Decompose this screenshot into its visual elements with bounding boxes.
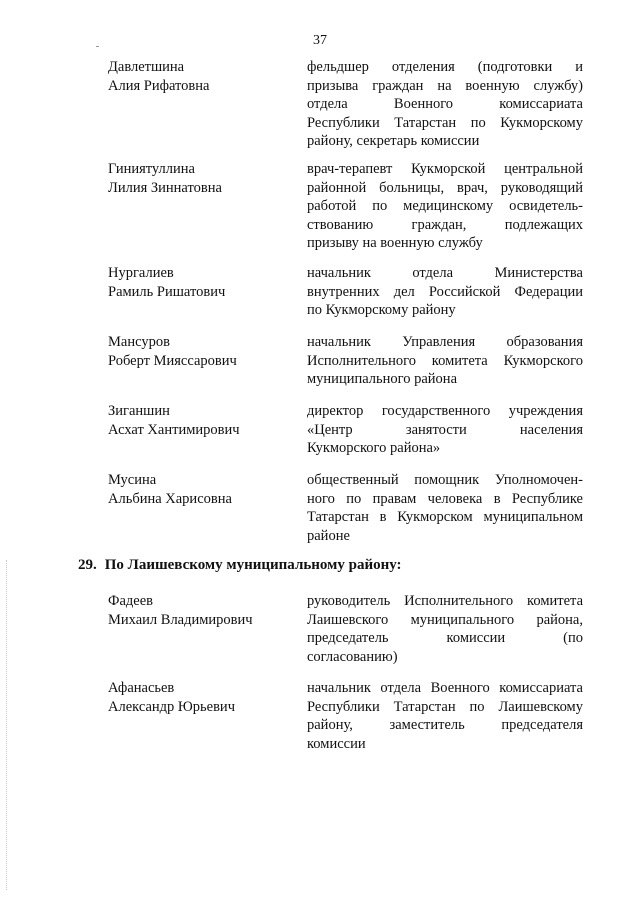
position-line: врач-терапевт Кукморской центральной xyxy=(307,161,583,177)
member-given-names: Асхат Хантимирович xyxy=(108,421,240,438)
position-line: согласованию) xyxy=(307,648,398,665)
member-position xyxy=(307,333,583,389)
position-line: начальник отдела Министерства xyxy=(307,265,583,281)
member-position xyxy=(307,264,583,320)
member-surname: Нургалиев xyxy=(108,265,174,281)
member-given-names: Альбина Харисовна xyxy=(108,490,232,507)
member-position xyxy=(307,592,583,666)
page-number: 37 xyxy=(313,33,327,48)
member-surname: Фадеев xyxy=(108,593,153,609)
member-position xyxy=(307,402,583,458)
position-line: Кукморского района» xyxy=(307,440,441,456)
member-surname: Мусина xyxy=(108,472,157,488)
member-given-names: Алия Рифатовна xyxy=(108,77,210,94)
position-line: призыва граждан на военную службу) xyxy=(307,77,583,94)
position-line: району, заместитель председателя xyxy=(307,717,583,733)
position-line: общественный помощник Уполномочен- xyxy=(307,472,583,488)
member-position xyxy=(307,160,583,253)
member-surname: Мансуров xyxy=(108,334,170,350)
member-given-names: Александр Юрьевич xyxy=(108,698,235,715)
position-line: комиссии xyxy=(307,735,366,752)
position-line: району, секретарь комиссии xyxy=(307,133,480,149)
member-surname: Давлетшина xyxy=(108,59,185,75)
position-line: отдела Военного комиссариата xyxy=(307,96,583,112)
section-heading xyxy=(78,557,402,574)
member-surname: Гиниятуллина xyxy=(108,161,195,177)
position-line: директор государственного учреждения xyxy=(307,403,583,419)
member-name xyxy=(108,58,298,95)
position-line: начальник Управления образования xyxy=(307,334,583,350)
position-line: председатель комиссии (по xyxy=(307,630,583,646)
member-position xyxy=(307,58,583,151)
member-name xyxy=(108,160,298,197)
position-line: руководитель Исполнительного комитета xyxy=(307,593,583,609)
position-line: призыву на военную службу xyxy=(307,235,483,251)
member-name xyxy=(108,264,298,301)
member-given-names: Михаил Владимирович xyxy=(108,611,253,628)
member-name xyxy=(108,592,298,629)
section-number: 29. xyxy=(78,557,97,573)
position-line: фельдшер отделения (подготовки и xyxy=(307,59,583,75)
position-line: ствованию граждан, подлежащих xyxy=(307,216,583,233)
margin-mark xyxy=(96,46,99,47)
member-given-names: Лилия Зиннатовна xyxy=(108,179,222,196)
position-line: Республики Татарстан по Кукморскому xyxy=(307,114,583,131)
member-name xyxy=(108,471,298,508)
position-line: по Кукморскому району xyxy=(307,302,456,318)
position-line: внутренних дел Российской Федерации xyxy=(307,283,583,300)
position-line: Республики Татарстан по Лаишевскому xyxy=(307,698,583,715)
position-line: ного по правам человека в Республике xyxy=(307,490,583,507)
member-name xyxy=(108,402,298,439)
member-position xyxy=(307,471,583,545)
member-given-names: Роберт Мияссарович xyxy=(108,352,237,369)
position-line: Татарстан в Кукморском муниципальном xyxy=(307,509,583,525)
section-title: По Лаишевскому муниципальному району: xyxy=(104,557,402,573)
position-line: начальник отдела Военного комиссариата xyxy=(307,680,583,696)
position-line: Исполнительного комитета Кукморского xyxy=(307,352,583,369)
position-line: районной больницы, врач, руководящий xyxy=(307,179,583,196)
position-line: районе xyxy=(307,527,350,544)
member-name xyxy=(108,679,298,716)
position-line: работой по медицинскому освидетель- xyxy=(307,198,583,214)
position-line: Лаишевского муниципального района, xyxy=(307,611,583,628)
position-line: муниципального района xyxy=(307,371,457,387)
member-name xyxy=(108,333,298,370)
member-surname: Зиганшин xyxy=(108,403,170,419)
position-line: «Центр занятости населения xyxy=(307,421,583,438)
margin-dots xyxy=(6,560,8,890)
member-surname: Афанасьев xyxy=(108,680,175,696)
member-position xyxy=(307,679,583,753)
member-given-names: Рамиль Ришатович xyxy=(108,283,226,300)
